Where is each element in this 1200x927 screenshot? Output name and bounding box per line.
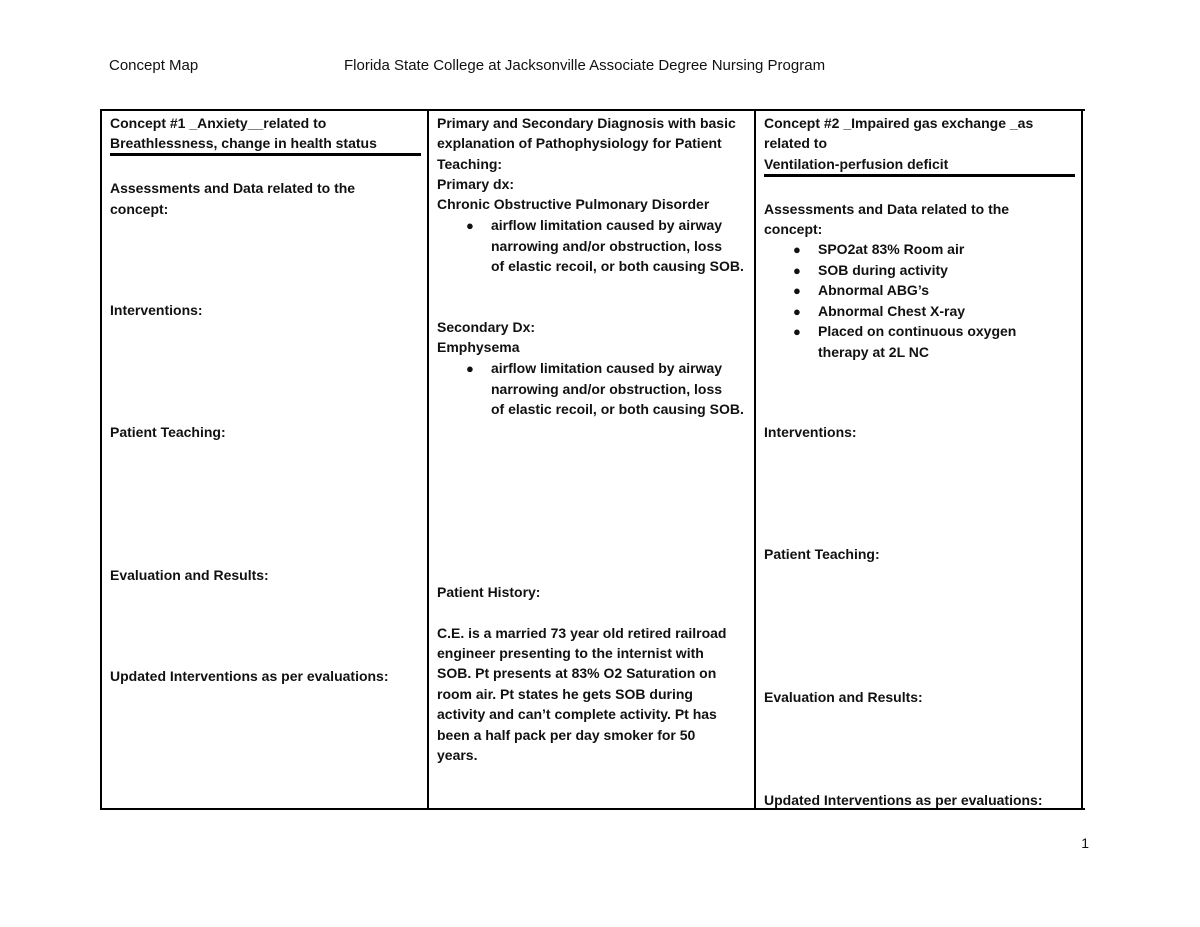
patient-history-line: engineer presenting to the internist with [437,645,704,661]
diagnosis-title-line2: explanation of Pathophysiology for Patient [437,135,722,151]
primary-dx-label: Primary dx: [437,176,515,192]
concept-1-interventions-heading: Interventions: [110,302,203,318]
patient-history-line: SOB. Pt presents at 83% O2 Saturation on [437,665,717,681]
patient-history-label: Patient History: [437,584,541,600]
secondary-dx-bullets [437,358,744,420]
patient-history-line: activity and can’t complete activity. Pt has [437,706,717,722]
page-number: 1 [1081,835,1089,851]
concept-1-evaluation-heading: Evaluation and Results: [110,567,269,583]
header-program-title: Florida State College at Jacksonville Associate Degree Nursing Program [344,57,826,74]
secondary-dx-label: Secondary Dx: [437,319,536,335]
primary-dx-name: Chronic Obstructive Pulmonary Disorder [437,196,710,212]
concept-1-assessments-heading-cont: concept: [110,201,169,217]
concept-1-title-line2: Breathlessness, change in health status [110,135,377,151]
concept-2-bullet: ● SPO2at 83% Room air [764,239,1016,260]
bullet-icon: ● [793,283,801,298]
concept-2-assessments-heading-cont: concept: [764,221,823,237]
concept-map-table [100,109,1085,810]
patient-history-line: C.E. is a married 73 year old retired railroad [437,625,727,641]
concept-2-interventions-heading: Interventions: [764,424,857,440]
bullet-icon: ● [793,303,801,319]
secondary-dx-name: Emphysema [437,339,520,355]
diagnosis-title-line3: Teaching: [437,156,503,172]
concept-1-column [102,111,429,808]
diagnosis-title-line1: Primary and Secondary Diagnosis with basic [437,115,736,131]
primary-dx-bullet-line3: of elastic recoil, or both causing SOB. [491,258,744,274]
concept-2-bullet: ● Abnormal Chest X-ray [764,301,1016,322]
patient-history-line: room air. Pt states he gets SOB during [437,686,693,702]
primary-dx-bullet-line1: ● airflow limitation caused by airway [437,215,744,236]
concept-2-column [756,111,1083,808]
concept-2-bullet: ● Abnormal ABG’s [764,280,1016,301]
concept-2-bullet: ● Placed on continuous oxygen [764,321,1016,342]
concept-2-evaluation-heading: Evaluation and Results: [764,689,923,705]
concept-2-bullet: ● SOB during activity [764,260,1016,281]
concept-1-patient-teaching-heading: Patient Teaching: [110,424,226,440]
concept-2-assessment-bullets [764,239,1016,362]
primary-dx-bullets [437,215,744,277]
concept-1-title-line1: Concept #1 _Anxiety__related to [110,115,327,131]
bullet-icon: ● [466,361,474,376]
concept-2-title-line2: related to [764,135,828,151]
bullet-icon: ● [793,262,801,278]
secondary-dx-bullet-line2: narrowing and/or obstruction, loss [491,380,723,397]
concept-2-updated-interventions-heading: Updated Interventions as per evaluations: [764,792,1043,808]
secondary-dx-bullet-line1: ● airflow limitation caused by airway [437,358,744,379]
bullet-icon: ● [793,324,801,339]
concept-2-assessments-heading: Assessments and Data related to the [764,201,1010,217]
concept-1-assessments-heading: Assessments and Data related to the [110,180,356,196]
concept-2-underline [764,174,1075,177]
concept-2-patient-teaching-heading: Patient Teaching: [764,546,880,562]
patient-history-line: been a half pack per day smoker for 50 [437,727,696,743]
primary-dx-bullet-line2: narrowing and/or obstruction, loss [491,237,723,254]
diagnosis-column [429,111,756,808]
concept-2-bullet-cont: therapy at 2L NC [818,343,929,360]
bullet-icon: ● [466,218,474,233]
bullet-icon: ● [793,242,801,257]
concept-1-updated-interventions-heading: Updated Interventions as per evaluations: [110,668,389,684]
concept-1-underline [110,153,421,156]
concept-2-title-line1: Concept #2 _Impaired gas exchange _as [764,115,1034,131]
concept-2-title-line3: Ventilation-perfusion deficit [764,156,949,172]
header-concept-map: Concept Map [109,57,199,74]
secondary-dx-bullet-line3: of elastic recoil, or both causing SOB. [491,401,744,417]
patient-history-line: years. [437,747,478,763]
